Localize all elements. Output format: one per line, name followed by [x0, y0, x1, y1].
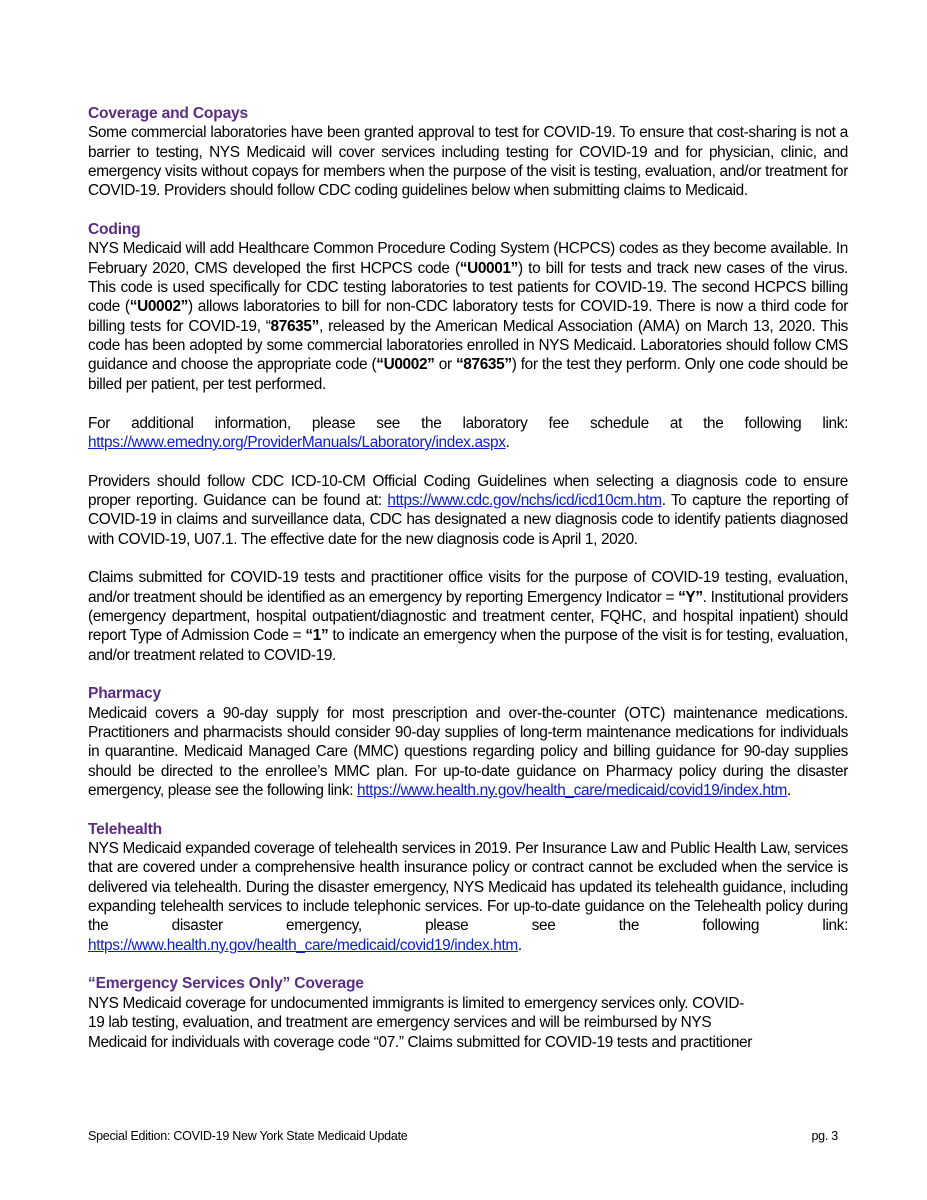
code-87635: 87635” — [270, 317, 319, 335]
code-u0001: “U0001” — [459, 259, 519, 277]
paragraph: NYS Medicaid will add Healthcare Common Procedure Coding System (HCPCS) codes as they become available. In February 2020, CMS developed the first HCPCS code (“U0001”) to bill for tests and track new cases of the virus. This code is used specifically for CDC testing laboratories to test patients for COVID-19. The second HCPCS billing code (“U0002”) allows laboratories to bill for non-CDC laboratory tests for COVID-19. There is now a third code for billing tests for COVID-19, “87635”, released by the American Medical Association (AMA) on March 13, 2020. This code has been adopted by some commercial laboratories enrolled in NYS Medicaid. Laboratories should follow CMS guidance and choose the appropriate code (“U0002” or “87635”) for the test they perform. Only one code should be billed per patient, per test performed. — [88, 240, 848, 393]
section-emergency-services-only — [88, 974, 848, 1051]
code-87635: “87635” — [455, 356, 512, 374]
page-number: pg. 3 — [811, 1129, 838, 1143]
paragraph: For additional information, please see the laboratory fee schedule at the following link: https://www.emedny.org/ProviderManuals/Laboratory/index.aspx. — [88, 414, 848, 451]
telehealth-covid19-link[interactable]: https://www.health.ny.gov/health_care/medicaid/covid19/index.htm — [88, 936, 518, 954]
paragraph: Providers should follow CDC ICD-10-CM Official Coding Guidelines when selecting a diagnosis code to ensure proper reporting. Guidance can be found at: https://www.cdc.gov/nchs/icd/icd10cm.htm. To capture the reporting of COVID-19 in claims and surveillance data, CDC has designated a new diagnosis code to identify patients diagnosed with COVID-19, U07.1. The effective date for the new diagnosis code is April 1, 2020. — [88, 472, 849, 548]
section-heading: Telehealth — [88, 820, 162, 838]
section-heading: Pharmacy — [88, 685, 161, 703]
code-u0002: “U0002” — [376, 356, 435, 374]
section-coverage-and-copays — [88, 104, 848, 201]
paragraph: NYS Medicaid coverage for undocumented immigrants is limited to emergency services only. COVID- 19 lab testing, evaluation, and treatment are emergency services and will be reimbursed by NYS Medicaid for individuals with coverage code “07.” Claims submitted for COVID-19 tests and practitioner — [88, 994, 753, 1051]
section-heading: “Emergency Services Only” Coverage — [88, 975, 364, 993]
paragraph: Medicaid covers a 90-day supply for most prescription and over-the-counter (OTC) maintenance medications. Practitioners and pharmacists should consider 90-day supplies of long-term maintenance medications for individuals in quarantine. Medicaid Managed Care (MMC) questions regarding policy and billing guidance for 90-day supplies should be directed to the enrollee’s MMC plan. For up-to-date guidance on Pharmacy policy during the disaster emergency, please see the following link: https://www.health.ny.gov/health_care/medicaid/covid19/index.htm. — [88, 704, 848, 800]
section-heading: Coverage and Copays — [88, 105, 248, 122]
paragraph: Some commercial laboratories have been granted approval to test for COVID-19. To ensure that cost-sharing is not a barrier to testing, NYS Medicaid will cover services including testing for COVID-19 and for physician, clinic, and emergency visits without copays for members when the purpose of the visit is testing, evaluation, and/or treatment for COVID-19. Providers should follow CDC coding guidelines below when submitting claims to Medicaid. — [88, 124, 848, 200]
cdc-icd10cm-link[interactable]: https://www.cdc.gov/nchs/icd/icd10cm.htm — [387, 491, 662, 509]
paragraph: NYS Medicaid expanded coverage of telehealth services in 2019. Per Insurance Law and Public Health Law, services that are covered under a comprehensive health insurance policy or contract cannot be excluded when the service is delivered via telehealth. During the disaster emergency, NYS Medicaid has updated its telehealth guidance, including expanding telehealth services to include telephonic services. For up-to-date guidance on the Telehealth policy during the disaster emergency, please see the following link: https://www.health.ny.gov/health_care/medicaid/covid19/index.htm. — [88, 840, 848, 954]
section-pharmacy — [88, 684, 848, 800]
footer-title: Special Edition: COVID-19 New York State Medicaid Update — [88, 1129, 408, 1143]
code-u0002: “U0002” — [129, 298, 189, 316]
emergency-indicator-value: “Y” — [678, 588, 703, 606]
section-telehealth — [88, 820, 848, 955]
pharmacy-covid19-link[interactable]: https://www.health.ny.gov/health_care/medicaid/covid19/index.htm — [357, 782, 787, 800]
laboratory-fee-schedule-link[interactable]: https://www.emedny.org/ProviderManuals/Laboratory/index.aspx — [88, 433, 506, 451]
paragraph: Claims submitted for COVID-19 tests and practitioner office visits for the purpose of COVID-19 testing, evaluation, and/or treatment should be identified as an emergency by reporting Emergency Indicator = “Y”. Institutional providers (emergency department, hospital outpatient/diagnostic and treatment center, FQHC, and hospital inpatient) should report Type of Admission Code = “1” to indicate an emergency when the purpose of the visit is for testing, evaluation, and/or treatment related to COVID-19. — [88, 569, 849, 664]
document-page — [88, 104, 848, 1052]
section-coding — [88, 220, 848, 665]
page-footer — [88, 1129, 848, 1143]
section-heading: Coding — [88, 221, 141, 239]
admission-code-value: “1” — [305, 627, 329, 645]
